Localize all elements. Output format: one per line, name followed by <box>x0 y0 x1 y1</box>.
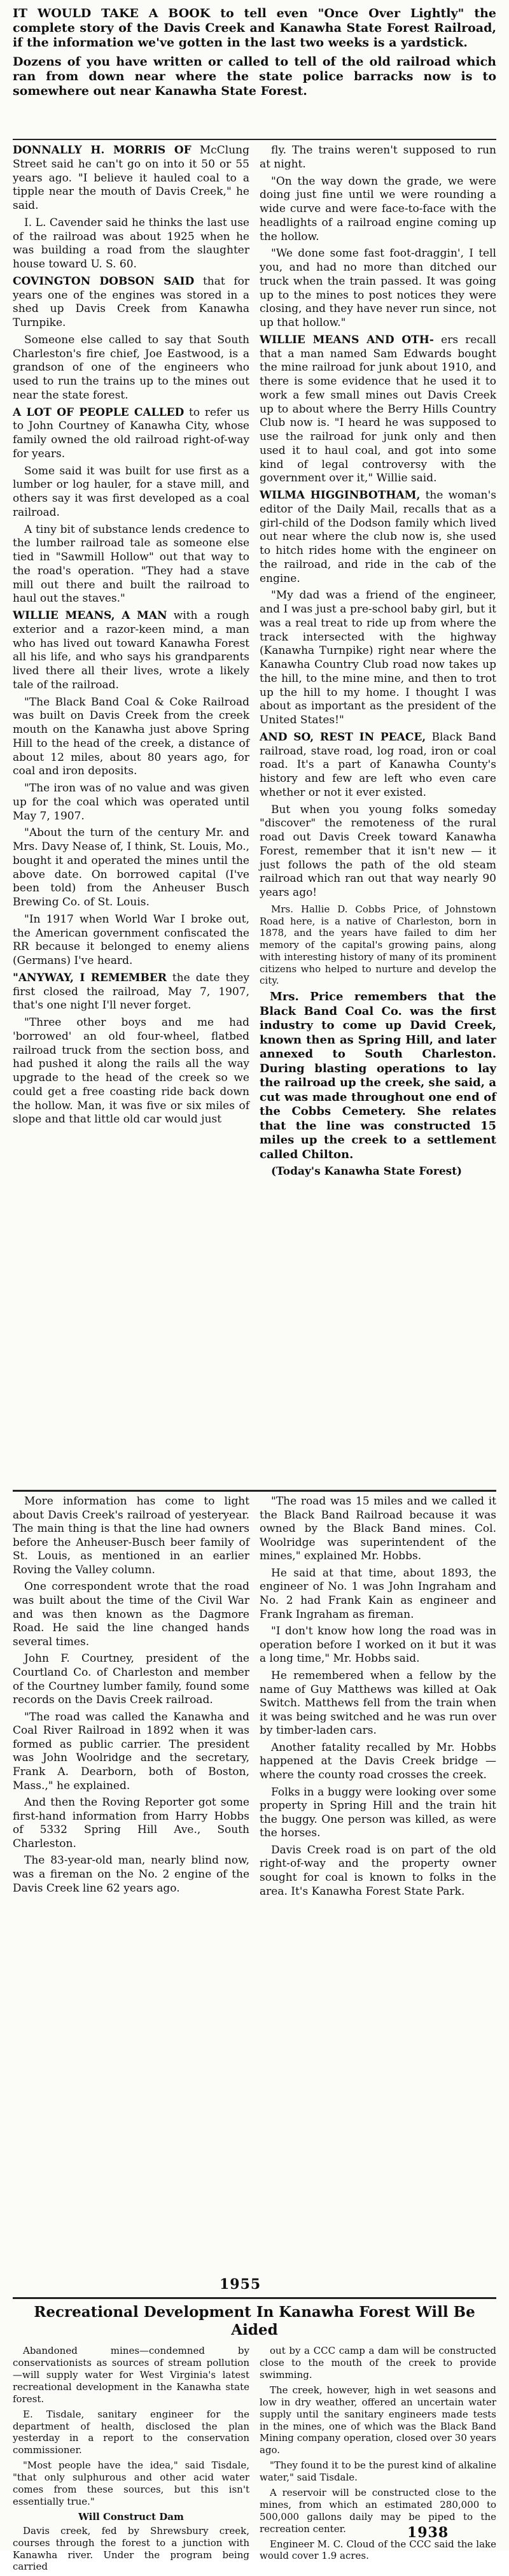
paragraph-text: "The iron was of no value and was given up for the coal which was operated until May 7, 1907. <box>13 782 249 823</box>
story-paragraph: The creek, however, high in wet seasons and low in dry weather, offered an uncertain water supply until the sanitary engineers made tests in the mines, one of which was the Black Band Mining company operation, closed over 30 years ago. <box>260 2384 496 2456</box>
paragraph-lead-in: WILMA HIGGINBOTHAM, <box>260 489 421 502</box>
middle-story <box>13 1495 496 2278</box>
story-paragraph: "The road was called the Kanawha and Coal River Railroad in 1892 when it was formed as public carrier. The president was John Woolridge and the secretary, Frank A. Dearborn, both of Boston, Mass.," he explained. <box>13 1710 249 1792</box>
credit-line: (Today's Kanawha State Forest) <box>271 1165 463 1178</box>
paragraph-text: McClung Street said he can't go on into it 50 or 55 years ago. "I believe it hauled coal to a tipple near the mouth of Davis Creek," he said. <box>13 144 249 212</box>
story-paragraph <box>260 247 496 330</box>
paragraph-lead-in: WILLIE MEANS AND OTH- <box>260 333 434 346</box>
story-paragraph: And then the Roving Reporter got some first-hand information from Harry Hobbs of 5332 Spring Hill Ave., South Charleston. <box>13 1796 249 1850</box>
story-paragraph: The 83-year-old man, nearly blind now, was a fireman on the No. 2 engine of the Davis Creek line 62 years ago. <box>13 1854 249 1895</box>
bottom-story <box>13 2304 496 2573</box>
story-paragraph <box>13 972 249 1013</box>
section-divider-1 <box>13 1490 496 1492</box>
story-paragraph: A reservoir will be constructed close to the mines, from which an estimated 280,000 to 500,000 gallons daily may be piped to the recreation center. <box>260 2486 496 2535</box>
story-paragraph <box>13 465 249 520</box>
story-paragraph: Engineer M. C. Cloud of the CCC said the lake would cover 1.9 acres. <box>260 2538 496 2562</box>
upper-column-2-paragraphs <box>260 144 496 900</box>
story-paragraph <box>260 334 496 486</box>
story-paragraph <box>13 523 249 607</box>
bold-block <box>260 990 496 1162</box>
paragraph-text: "My dad was a friend of the engineer, and I was just a pre-school baby girl, but it was a real treat to ride up from where the track intersected with the highway (Kanawha Turnpike) right near where the Kanawha Country Club road now takes up the hill, to the mine mine, and then to trot up the hill to my home. I thought I was about as important as the president of the United States!" <box>260 589 496 726</box>
story-paragraph <box>13 782 249 823</box>
bottom-column-1-paragraphs <box>13 2345 249 2508</box>
paragraph-text: "We done some fast foot-draggin', I tell you, and had no more than ditched our truck when the train passed. It was going up to the mines to post notices they were closing, and they have never run since, not up that hollow." <box>260 247 496 329</box>
intro-paragraph-2: Dozens of you have written or called to tell of the old railroad which ran from down near where the state police barracks now is to somewhere out near Kanawha State Forest. <box>13 55 496 98</box>
bottom-column-1b-paragraphs <box>13 2525 249 2573</box>
paragraph-text: I. L. Cavender said he thinks the last use of the railroad was about 1925 when he was building a road from the slaughter house toward U. S. 60. <box>13 216 249 271</box>
paragraph-text: But when you young folks someday "discover" the remoteness of the rural road out Davis Creek toward Kanawha Forest, remember that it isn't new — it just follows the path of the old steam railroad which ran out that way nearly 90 years ago! <box>260 803 496 899</box>
paragraph-lead-in: WILLIE MEANS, A MAN <box>13 609 167 622</box>
story-paragraph: "Most people have the idea," said Tisdale, "that only sulphurous and other acid water comes from these sources, but this isn't essentially true." <box>13 2459 249 2507</box>
story-paragraph <box>260 175 496 244</box>
intro-block <box>13 6 496 134</box>
story-paragraph <box>13 216 249 272</box>
bottom-subhead: Will Construct Dam <box>78 2510 184 2523</box>
cobbs-price-note <box>260 903 496 987</box>
story-paragraph: One correspondent wrote that the road was built about the time of the Civil War and was then known as the Dagmore Road. He said the line changed hands several times. <box>13 1580 249 1648</box>
story-paragraph: He said at that time, about 1893, the engineer of No. 1 was John Ingraham and No. 2 had Frank Kain as engineer and Frank Ingraham as fireman. <box>260 1566 496 1621</box>
bottom-column-2 <box>260 2345 496 2576</box>
bottom-columns <box>13 2345 496 2576</box>
paragraph-text: "Three other boys and me had 'borrowed' an old four-wheel, flatbed railroad truck from the section boss, and had pushed it along the rails all the way upgrade to the head of the creek so we could get a free coasting ride back down the hollow. Man, it was five or six miles of slope and that little old car would just <box>13 1016 249 1126</box>
paragraph-text: "On the way down the grade, we were doing just fine until we were rounding a wide curve and were face-to-face with the headlights of a railroad engine coming up the hollow. <box>260 174 496 243</box>
story-paragraph: out by a CCC camp a dam will be constructed close to the mouth of the creek to provide swimming. <box>260 2345 496 2381</box>
story-paragraph <box>13 826 249 910</box>
paragraph-text: Some said it was built for use first as a lumber or log hauler, for a stave mill, and others say it was first developed as a coal railroad. <box>13 464 249 519</box>
story-paragraph <box>13 913 249 968</box>
year-label-1938: 1938 <box>407 2524 449 2541</box>
story-paragraph: "They found it to be the purest kind of alkaline water," said Tisdale. <box>260 2459 496 2484</box>
paragraph-text: "About the turn of the century Mr. and Mrs. Davy Nease of, I think, St. Louis, Mo., bought it and operated the mines until the above date. On borrowed capital (I've been told) from the Anheuser Busch Brewing Co. of St. Louis. <box>13 826 249 909</box>
year-label-1955: 1955 <box>220 2276 261 2293</box>
bottom-headline: Recreational Development In Kanawha Forest Will Be Aided <box>34 2304 475 2339</box>
story-paragraph <box>13 696 249 779</box>
story-paragraph: John F. Courtney, president of the Courtland Co. of Charleston and member of the Courtney lumber family, found some records on the Davis Creek railroad. <box>13 1652 249 1707</box>
story-paragraph <box>13 334 249 403</box>
bold-paragraph: Mrs. Price remembers that the Black Band Coal Co. was the first industry to come up David Creek, known then as Spring Hill, and later annexed to South Charleston. During blasting operations to lay the railroad up the creek, she said, a cut was made throughout one end of the Cobbs Cemetery. She relates that the line was constructed 15 miles up the creek to a settlement called Chilton. <box>260 990 496 1161</box>
story-paragraph <box>13 275 249 330</box>
story-paragraph: Davis Creek road is on part of the old right-of-way and the property owner sought for coal is known to folks in the area. It's Kanawha Forest State Park. <box>260 1843 496 1898</box>
paragraph-text: that for years one of the engines was stored in a shed up Davis Creek from Kanawha Turnpike. <box>13 274 249 329</box>
paragraph-text: Black Band railroad, stave road, log road, iron or coal road. It's a part of Kanawha County's history and few are left who even care whether or not it ever existed. <box>260 730 497 799</box>
story-paragraph: "The road was 15 miles and we called it the Black Band Railroad because it was owned by the Black Band mines. Col. Woolridge was superintendent of the mines," explained Mr. Hobbs. <box>260 1495 496 1563</box>
paragraph-text: ers recall that a man named Sam Edwards bought the mine railroad for junk about 1910, and there is some evidence that he used it to work a few small mines out Davis Creek up to about where the Berry Hills Country Club now is. "I heard he was supposed to use the railroad for junk only and then used it to haul coal, and got into some kind of legal controversy with the government over it," Willie said. <box>260 333 496 485</box>
paragraph-text: "The Black Band Coal & Coke Railroad was built on Davis Creek from the creek mouth on the Kanawha just above Spring Hill to the head of the creek, a distance of about 12 miles, about 80 years ago, for coal and iron deposits. <box>13 695 249 778</box>
paragraph-lead-in: A LOT OF PEOPLE CALLED <box>13 406 185 419</box>
paragraph-lead-in: COVINGTON DOBSON SAID <box>13 274 195 288</box>
story-paragraph: Another fatality recalled by Mr. Hobbs happened at the Davis Creek bridge — where the county road crosses the creek. <box>260 1741 496 1781</box>
story-paragraph: Folks in a buggy were looking over some property in Spring Hill and the train hit the buggy. One person was killed, as were the horses. <box>260 1785 496 1840</box>
story-paragraph <box>260 589 496 728</box>
story-paragraph <box>260 489 496 586</box>
paragraph-lead-in: DONNALLY H. MORRIS OF <box>13 144 192 157</box>
story-paragraph <box>260 144 496 172</box>
story-paragraph <box>13 609 249 693</box>
story-paragraph <box>260 731 496 800</box>
section-divider-2 <box>13 2297 496 2299</box>
paragraph-text: "In 1917 when World War I broke out, the American government confiscated the RR because it belonged to enemy aliens (Germans) I've heard. <box>13 912 249 967</box>
story-paragraph <box>13 144 249 213</box>
paragraph-lead-in: AND SO, REST IN PEACE, <box>260 730 426 744</box>
paragraph-text: the woman's editor of the Daily Mail, recalls that as a girl-child of the Dodson family which lived out near where the club now is, she used to hitch rides home with the engineer on the railroad, and ride in the cab of the engine. <box>260 489 496 585</box>
paragraph-text: with a rough exterior and a razor-keen mind, a man who has lived out toward Kanawha Forest all his life, and who says his grandparents lived there all their lives, wrote a likely tale of the railroad. <box>13 609 249 691</box>
upper-column-1 <box>13 144 249 1494</box>
story-paragraph <box>13 1016 249 1127</box>
paragraph-text: A tiny bit of substance lends credence to the lumber railroad tale as someone else tied in "Sawmill Hollow" out that way to the road's operation. "They had a stave mill out there and built the railroad to haul out the staves." <box>13 523 249 605</box>
middle-column-1 <box>13 1495 249 2278</box>
story-paragraph <box>13 406 249 462</box>
intro-paragraph-1: IT WOULD TAKE A BOOK to tell even "Once Over Lightly" the complete story of the Davis Creek and Kanawha State Forest Railroad, if the information we've gotten in the last two weeks is a yardstick. <box>13 6 496 50</box>
story-paragraph: Davis creek, fed by Shrewsbury creek, courses through the forest to a junction with Kanawha river. Under the program being carried <box>13 2524 249 2573</box>
story-paragraph: "I don't know how long the road was in operation before I worked on it but it was a long time," Mr. Hobbs said. <box>260 1625 496 1666</box>
paragraph-text: Someone else called to say that South Charleston's fire chief, Joe Eastwood, is a grandson of one of the engineers who used to run the trains up to the mines out near the state forest. <box>13 333 249 402</box>
upper-column-2 <box>260 144 496 1494</box>
story-paragraph: More information has come to light about Davis Creek's railroad of yesteryear. The main thing is that the line had owners before the Anheuser-Busch beer family of St. Louis, as mentioned in an earlier Roving the Valley column. <box>13 1495 249 1576</box>
story-paragraph: E. Tisdale, sanitary engineer for the department of health, disclosed the plan yesterday in a report to the conservation commissioner. <box>13 2408 249 2456</box>
bottom-column-1 <box>13 2345 249 2576</box>
note-paragraph: Mrs. Hallie D. Cobbs Price, of Johnstown Road here, is a native of Charleston, born in 1878, and the years have failed to dim her memory of the capital's growing pains, along with interesting history of many of its prominent citizens who helped to nurture and develop the city. <box>260 903 496 987</box>
story-paragraph: He remembered when a fellow by the name of Guy Matthews was killed at Oak Switch. Matthews fell from the train when it was being switched and he was run over by timber-laden cars. <box>260 1669 496 1737</box>
paragraph-lead-in: "ANYWAY, I REMEMBER <box>13 971 167 984</box>
upper-story <box>13 139 496 1494</box>
paragraph-text: fly. The trains weren't supposed to run at night. <box>260 144 496 171</box>
story-paragraph: Abandoned mines—condemned by conservationists as sources of stream pollution—will supply water for West Virginia's latest recreational development in the Kanawha state forest. <box>13 2345 249 2405</box>
paragraph-text: to refer us to John Courtney of Kanawha City, whose family owned the old railroad right-of-way for years. <box>13 406 249 460</box>
middle-column-2 <box>260 1495 496 2278</box>
paragraph-text: the date they first closed the railroad, May 7, 1907, that's one night I'll never forget. <box>13 971 249 1012</box>
story-paragraph <box>260 803 496 900</box>
